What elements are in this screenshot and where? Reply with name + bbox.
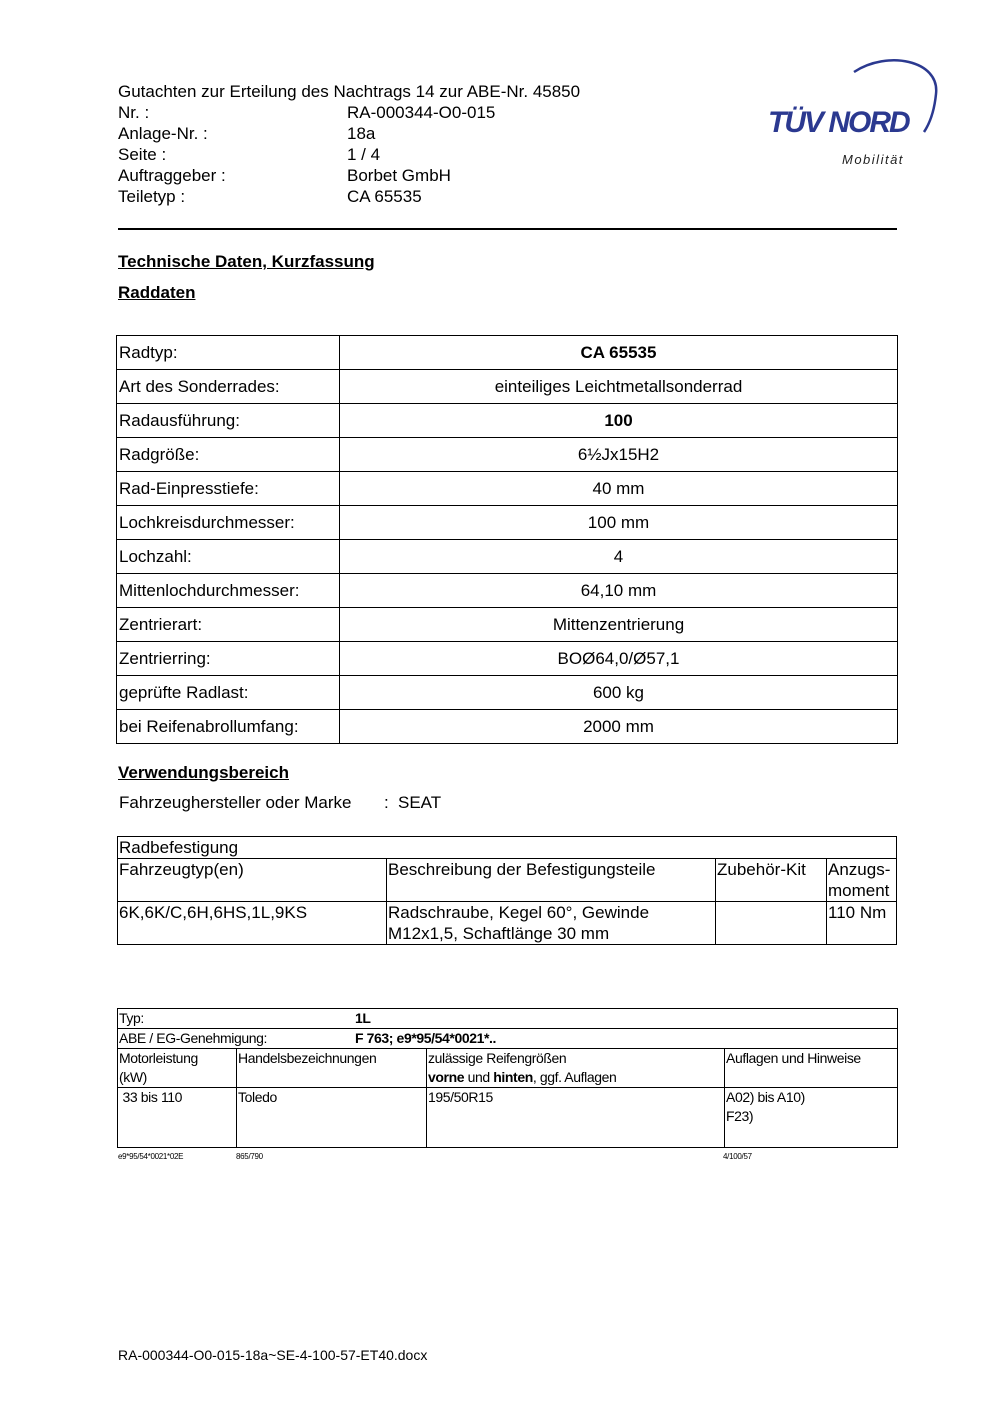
- fahrzeughersteller-label: Fahrzeughersteller oder Marke: [119, 793, 352, 812]
- row-value: einteiliges Leichtmetallsonderrad: [340, 370, 898, 404]
- abe-value: F 763; e9*95/54*0021*..: [355, 1030, 497, 1046]
- header-value: RA-000344-O0-015: [347, 103, 496, 122]
- logo-wordmark: TÜV NORD: [768, 106, 909, 139]
- row-value: 4: [340, 540, 898, 574]
- table-header-row: [118, 859, 897, 902]
- header-key: Teiletyp :: [118, 187, 186, 206]
- reifen-rest: , ggf. Auflagen: [532, 1069, 617, 1085]
- footer-filename: RA-000344-O0-015-18a~SE-4-100-57-ET40.docx: [118, 1347, 428, 1363]
- table-row: [117, 336, 898, 370]
- row-label: Mittenlochdurchmesser:: [117, 574, 340, 608]
- row-label: Rad-Einpresstiefe:: [117, 472, 340, 506]
- reifen-und: und: [464, 1069, 494, 1085]
- header-line: moment: [828, 881, 890, 900]
- header-field-anlage: [118, 123, 580, 144]
- table-row: [118, 1009, 898, 1029]
- table-row: [118, 1029, 898, 1049]
- col-header-auflagen: Auflagen und Hinweise: [725, 1049, 898, 1088]
- note-code: 4/100/57: [723, 1152, 752, 1161]
- header-value: CA 65535: [347, 187, 422, 206]
- col-header-anzugsmoment: [827, 859, 897, 902]
- tuev-nord-logo: [762, 56, 942, 176]
- radbefestigung-table: [117, 836, 897, 945]
- table-row: [117, 404, 898, 438]
- col-header-beschreibung: Beschreibung der Befestigungsteile: [387, 859, 716, 902]
- table-row: [118, 837, 897, 859]
- row-value: 6½Jx15H2: [340, 438, 898, 472]
- note-approval: e9*95/54*0021*02E: [118, 1152, 184, 1161]
- row-value: 600 kg: [340, 676, 898, 710]
- row-value: 100 mm: [340, 506, 898, 540]
- section-technische-daten: Technische Daten, Kurzfassung: [118, 252, 375, 271]
- table-row: [117, 472, 898, 506]
- table-row: [117, 676, 898, 710]
- row-value: 40 mm: [340, 472, 898, 506]
- row-value: 2000 mm: [340, 710, 898, 744]
- typ-row: [118, 1009, 898, 1029]
- header-line: [428, 1068, 723, 1087]
- cell-line: Radschraube, Kegel 60°, Gewinde: [388, 903, 650, 922]
- header-field-teiletyp: [118, 186, 580, 207]
- cell-line: F23): [726, 1108, 754, 1124]
- table-row: [117, 370, 898, 404]
- table-row: [117, 608, 898, 642]
- col-header-motorleistung: [118, 1049, 237, 1088]
- table-row: [118, 1088, 898, 1148]
- row-label: Lochkreisdurchmesser:: [117, 506, 340, 540]
- logo-subtitle: Mobilität: [842, 152, 904, 167]
- header-key: Nr. :: [118, 103, 150, 122]
- row-label: Art des Sonderrades:: [117, 370, 340, 404]
- col-header-zubehoer: Zubehör-Kit: [716, 859, 827, 902]
- cell-handel: Toledo: [237, 1088, 427, 1148]
- cell-reifen: 195/50R15: [427, 1088, 725, 1148]
- col-header-fahrzeugtyp: Fahrzeugtyp(en): [118, 859, 387, 902]
- cell-fahrzeugtyp: 6K,6K/C,6H,6HS,1L,9KS: [118, 902, 387, 945]
- row-value: BOØ64,0/Ø57,1: [340, 642, 898, 676]
- cell-motorleistung: 33 bis 110: [118, 1088, 237, 1148]
- header-key: Seite :: [118, 145, 167, 164]
- report-title: Gutachten zur Erteilung des Nachtrags 14 zur ABE-Nr. 45850: [118, 82, 581, 101]
- header-line: zulässige Reifengrößen: [428, 1050, 567, 1066]
- header-value: Borbet GmbH: [347, 166, 451, 185]
- cell-beschreibung: [387, 902, 716, 945]
- cell-zubehoer: [716, 902, 827, 945]
- section-verwendungsbereich: Verwendungsbereich: [118, 763, 289, 782]
- header-field-seite: [118, 144, 580, 165]
- row-label: bei Reifenabrollumfang:: [117, 710, 340, 744]
- row-label: Zentrierart:: [117, 608, 340, 642]
- abe-label: ABE / EG-Genehmigung:: [119, 1030, 268, 1046]
- fahrzeughersteller-value: SEAT: [398, 793, 442, 812]
- table-row: [118, 902, 897, 945]
- note-number: 865/790: [236, 1152, 263, 1161]
- row-label: geprüfte Radlast:: [117, 676, 340, 710]
- typ-label: Typ:: [119, 1010, 144, 1026]
- typ-table: [117, 1008, 898, 1148]
- typ-value: 1L: [355, 1010, 371, 1026]
- header-line: Anzugs-: [828, 860, 891, 879]
- cell-line: A02) bis A10): [726, 1089, 805, 1105]
- row-label: Radtyp:: [117, 336, 340, 370]
- fahrzeughersteller-line: [119, 793, 441, 813]
- table-row: [117, 506, 898, 540]
- header-line: (kW): [119, 1069, 147, 1085]
- header-field-nr: [118, 102, 580, 123]
- header-line: Motorleistung: [119, 1050, 198, 1066]
- document-header: [118, 81, 580, 207]
- col-header-reifen: [427, 1049, 725, 1088]
- section-raddaten: Raddaten: [118, 283, 196, 302]
- row-label: Lochzahl:: [117, 540, 340, 574]
- header-value: 18a: [347, 124, 376, 143]
- table-row: [117, 710, 898, 744]
- row-label: Radausführung:: [117, 404, 340, 438]
- table-row: [117, 642, 898, 676]
- raddaten-table: [116, 335, 898, 744]
- cell-anzugsmoment: 110 Nm: [827, 902, 897, 945]
- cell-line: M12x1,5, Schaftlänge 30 mm: [388, 924, 610, 943]
- col-header-handel: Handelsbezeichnungen: [237, 1049, 427, 1088]
- header-divider: [118, 228, 897, 230]
- abe-row: [118, 1029, 898, 1049]
- header-field-auftraggeber: [118, 165, 580, 186]
- header-value: 1 / 4: [347, 145, 381, 164]
- row-value: 64,10 mm: [340, 574, 898, 608]
- header-key: Auftraggeber :: [118, 166, 226, 185]
- reifen-hinten: hinten: [493, 1069, 533, 1085]
- row-label: Radgröße:: [117, 438, 340, 472]
- row-value: Mittenzentrierung: [340, 608, 898, 642]
- row-label: Zentrierring:: [117, 642, 340, 676]
- fahrzeughersteller-sep: :: [384, 793, 389, 812]
- row-value: CA 65535: [340, 336, 898, 370]
- table-row: [117, 438, 898, 472]
- header-key: Anlage-Nr. :: [118, 124, 208, 143]
- table-row: [117, 574, 898, 608]
- row-value: 100: [340, 404, 898, 438]
- table-header-row: [118, 1049, 898, 1088]
- reifen-vorne: vorne: [428, 1069, 465, 1085]
- table-row: [117, 540, 898, 574]
- cell-auflagen: [725, 1088, 898, 1148]
- radbefestigung-title: Radbefestigung: [118, 837, 897, 859]
